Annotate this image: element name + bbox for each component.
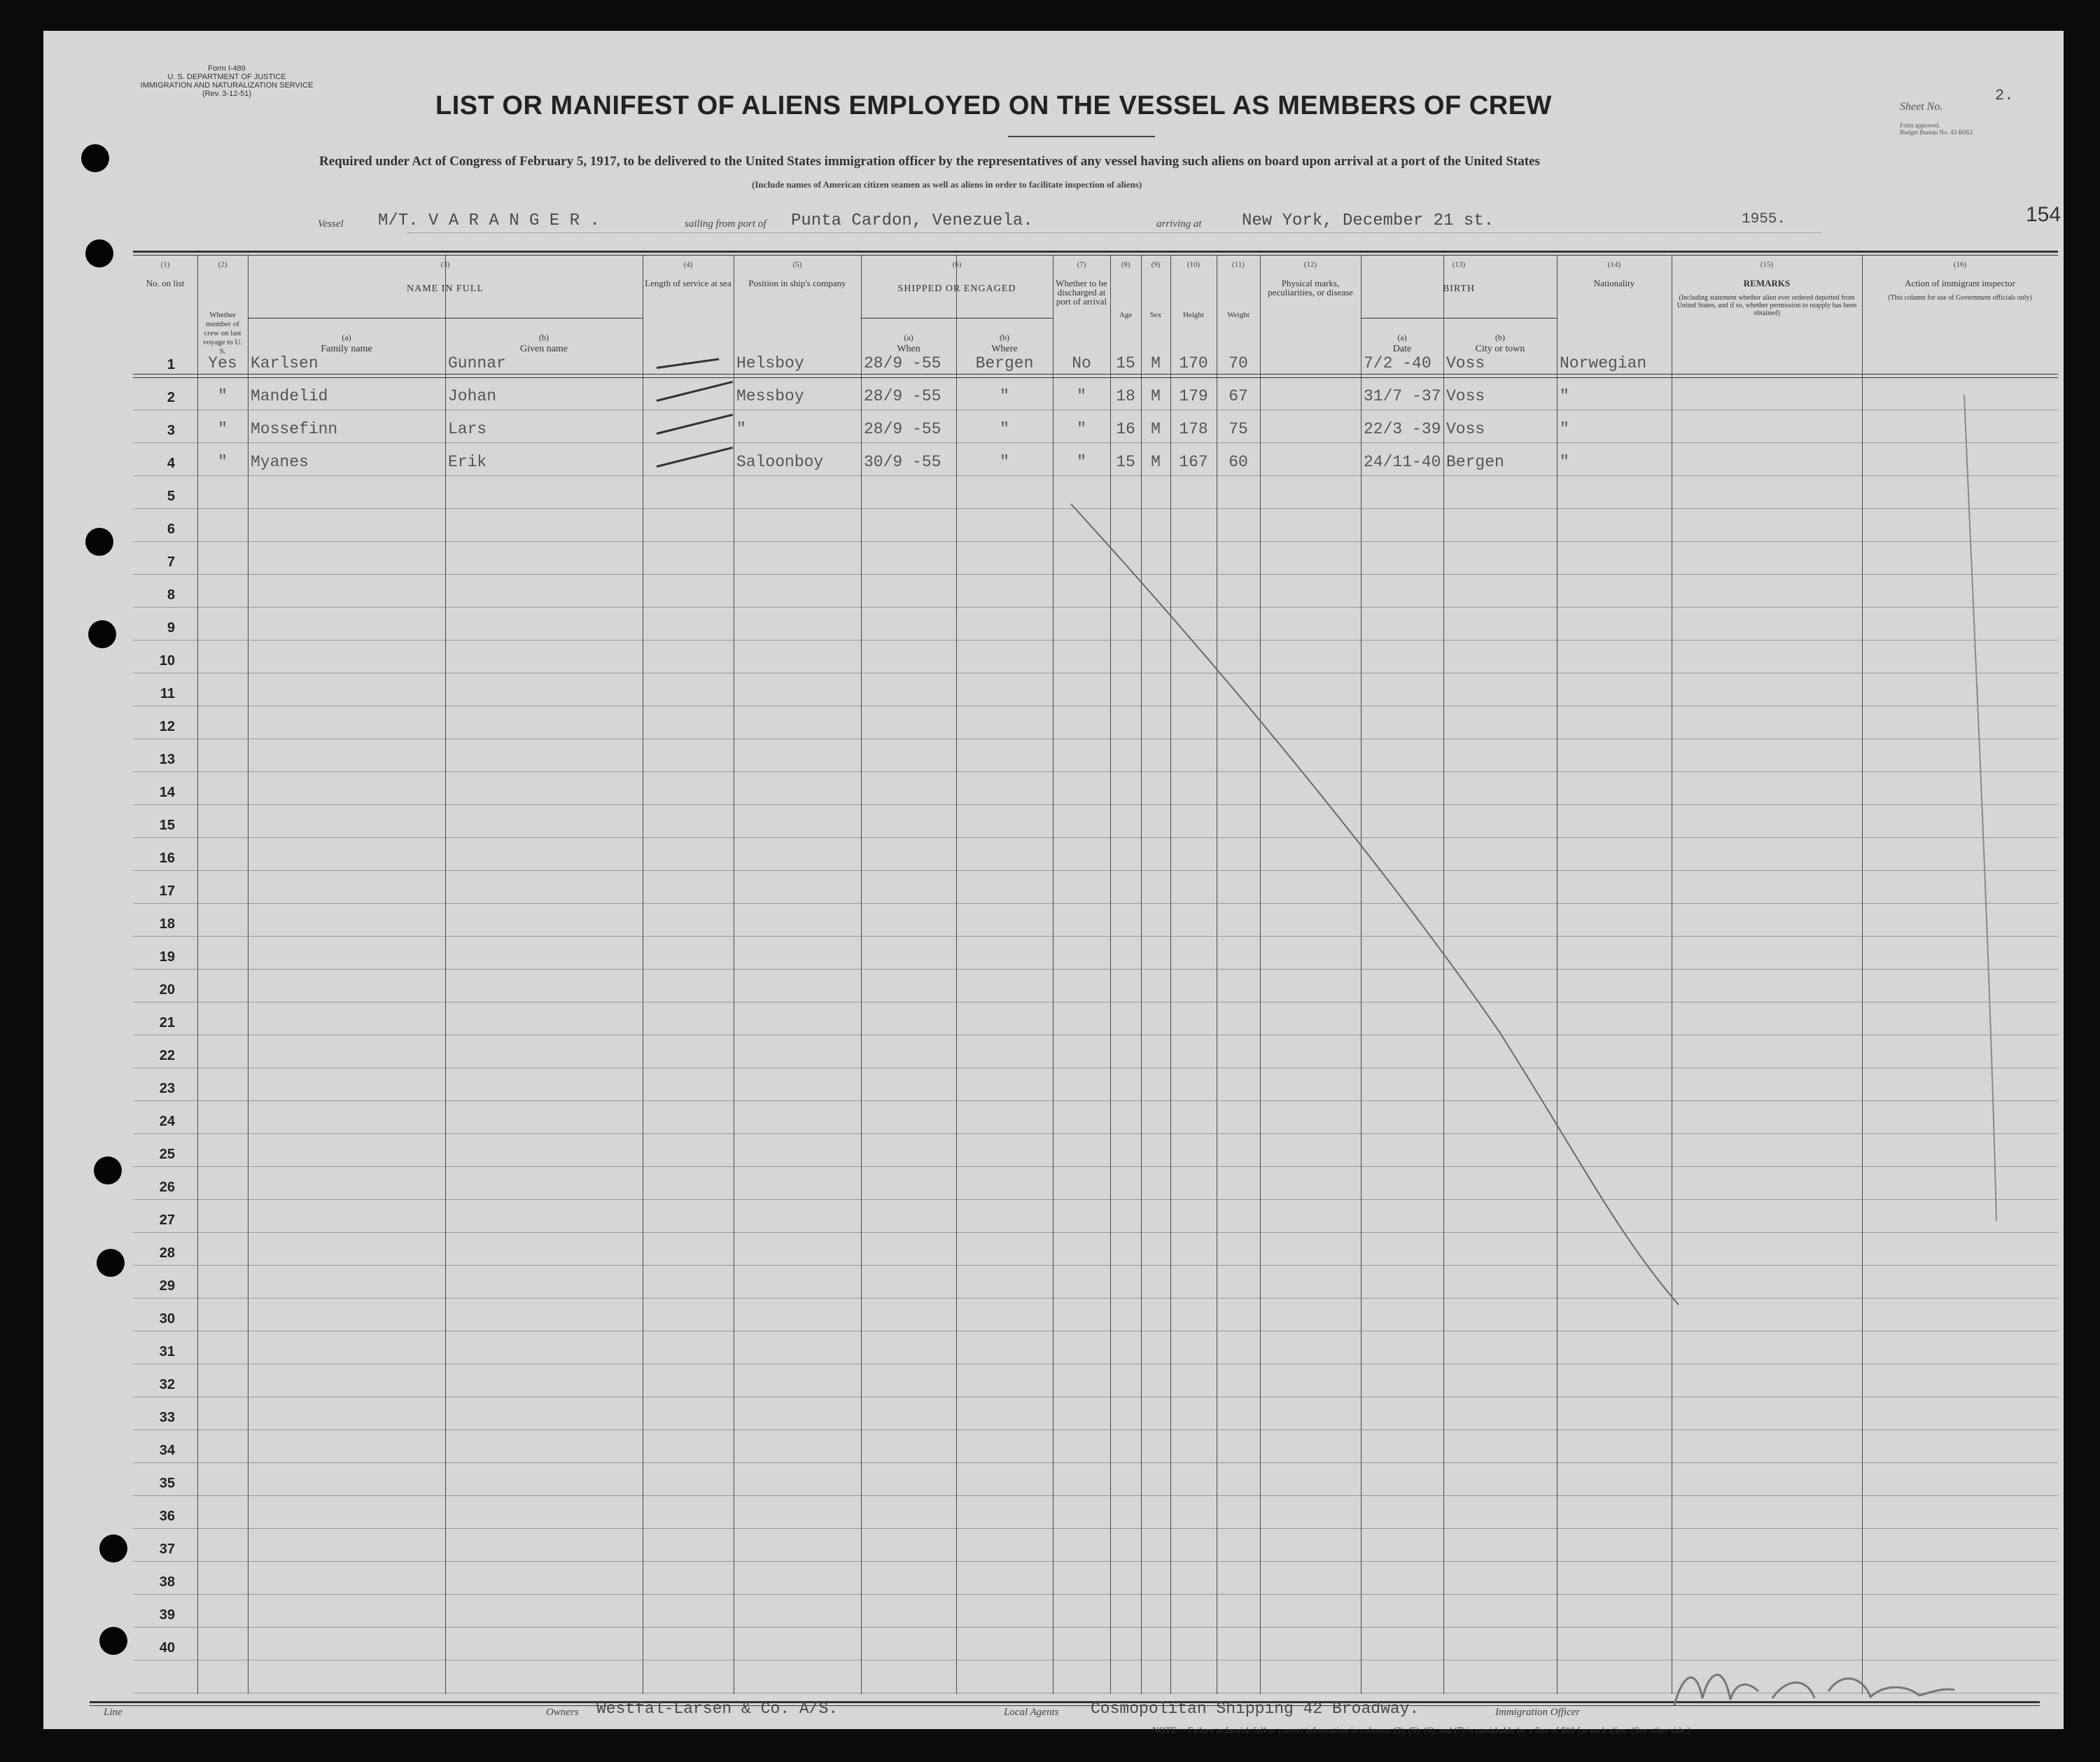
column-sub-number: (b) [1495, 333, 1505, 342]
page-number: 154 [2026, 203, 2062, 226]
cell-family-name: Mandelid [251, 387, 328, 405]
cell-nationality: Norwegian [1560, 354, 1647, 372]
cell-age: 15 [1116, 453, 1135, 471]
row-number: 4 [167, 456, 175, 471]
row-number: 6 [167, 522, 175, 537]
row-number: 34 [159, 1443, 175, 1458]
cell-height: 170 [1179, 354, 1208, 372]
cell-weight: 67 [1228, 387, 1248, 405]
row-number: 22 [159, 1048, 175, 1063]
row-number: 11 [160, 686, 175, 701]
cell-given-name: Erik [448, 453, 487, 471]
service: IMMIGRATION AND NATURALIZATION SERVICE [140, 81, 314, 90]
revision: (Rev. 3-12-51) [202, 90, 252, 98]
column-label: Height [1183, 311, 1204, 319]
column-label: Weight [1227, 311, 1250, 319]
column-label: Whether member of crew on last voyage to U. S. [202, 311, 243, 356]
cell-position: Helsboy [736, 354, 804, 372]
cell-age: 18 [1116, 387, 1135, 405]
row-number: 19 [159, 949, 175, 965]
column-label: Nationality [1593, 278, 1635, 288]
cell-last-voyage: " [218, 420, 227, 438]
column-sub-number: (b) [539, 333, 549, 342]
row-number: 24 [159, 1114, 175, 1129]
agents-label: Local Agents [1004, 1707, 1059, 1718]
cell-birth-date: 7/2 -40 [1364, 354, 1432, 372]
cell-birth-city: Voss [1446, 420, 1485, 438]
cell-sex: M [1151, 354, 1161, 372]
subtitle-note: (Include names of American citizen seamen as well as aliens in order to facilitate inspection of aliens) [752, 179, 1142, 190]
column-number: (5) [792, 260, 802, 269]
cell-discharged: " [1077, 453, 1086, 471]
cell-position: " [736, 420, 746, 438]
department: U. S. DEPARTMENT OF JUSTICE [167, 73, 286, 81]
column-sub-label: Where [991, 344, 1018, 354]
cell-weight: 75 [1228, 420, 1248, 438]
column-label: Age [1119, 311, 1133, 319]
column-group-label: BIRTH [1442, 284, 1476, 294]
cell-weight: 60 [1228, 453, 1248, 471]
footer-note: NOTE.—Failure to furnish full or correct information in columns (3), (5), (6), and (7) is punishable by a fine of $10 for each alien. (See other side.) [1152, 1725, 1690, 1735]
row-number: 8 [167, 587, 175, 603]
cell-last-voyage: Yes [208, 354, 237, 372]
subtitle: Required under Act of Congress of February 5, 1917, to be delivered to the United States immigration officer by the representatives of any vessel having such aliens on board upon arrival at a port of the United States [319, 154, 1540, 169]
arriving-port: New York, December 21 st. [1242, 211, 1494, 230]
column-number: (11) [1232, 260, 1245, 269]
column-sub-number: (a) [342, 333, 351, 342]
column-sub-number: (b) [1000, 333, 1009, 342]
page-title: LIST OR MANIFEST OF ALIENS EMPLOYED ON THE VESSEL AS MEMBERS OF CREW [435, 91, 1552, 120]
cell-family-name: Mossefinn [251, 420, 338, 438]
column-label: Length of service at sea [645, 278, 732, 288]
cell-nationality: " [1560, 453, 1569, 471]
column-number: (4) [683, 260, 693, 269]
arriving-label: arriving at [1156, 218, 1202, 230]
cell-position: Saloonboy [736, 453, 824, 471]
column-number: (3) [440, 260, 450, 269]
row-number: 37 [159, 1541, 175, 1557]
cell-birth-city: Voss [1446, 354, 1485, 372]
approval-line: Budget Bureau No. 43-R063. [1900, 129, 1974, 136]
cell-service: - [680, 354, 690, 372]
cell-when: 28/9 -55 [864, 387, 941, 405]
year: 1955. [1742, 211, 1786, 228]
sheet-number: 2. [1995, 87, 2014, 104]
row-number: 5 [167, 489, 175, 504]
cell-family-name: Myanes [251, 453, 309, 471]
sailing-label: sailing from port of [685, 218, 766, 230]
row-number: 31 [159, 1344, 175, 1359]
owners-value: Westfal-Larsen & Co. A/S. [596, 1700, 839, 1718]
row-number: 27 [159, 1212, 175, 1228]
column-sub-label: Date [1392, 344, 1412, 354]
row-number: 35 [159, 1476, 175, 1491]
manifest-sheet [43, 31, 2064, 1735]
column-label: REMARKS [1743, 278, 1791, 288]
sailing-port: Punta Cardon, Venezuela. [791, 211, 1033, 230]
column-group-label: SHIPPED OR ENGAGED [897, 284, 1016, 294]
column-sub-label: Given name [519, 344, 568, 354]
column-number: (15) [1760, 260, 1774, 269]
cancel-line [43, 31, 2064, 1729]
cell-height: 179 [1179, 387, 1208, 405]
row-number: 23 [159, 1081, 175, 1096]
row-number: 28 [159, 1245, 175, 1261]
row-number: 1 [167, 357, 175, 372]
cell-birth-city: Bergen [1446, 453, 1504, 471]
column-number: (8) [1121, 260, 1130, 269]
cell-when: 28/9 -55 [864, 354, 941, 372]
cell-where: Bergen [975, 354, 1034, 372]
column-sub-label: Family name [321, 344, 372, 354]
row-number: 36 [159, 1509, 175, 1524]
cell-last-voyage: " [218, 453, 227, 471]
row-number: 9 [167, 620, 175, 636]
cell-sex: M [1151, 453, 1161, 471]
column-number: (7) [1077, 260, 1086, 269]
column-sub-number: (a) [1397, 333, 1407, 342]
column-label: Action of immigrant inspector [1905, 278, 2015, 288]
owners-label: Owners [546, 1707, 579, 1718]
cell-last-voyage: " [218, 387, 227, 405]
cell-position: Messboy [736, 387, 804, 405]
cell-nationality: " [1560, 420, 1569, 438]
agents-value: Cosmopolitan Shipping 42 Broadway. [1091, 1700, 1420, 1718]
row-number: 2 [167, 390, 175, 405]
row-number: 33 [159, 1410, 175, 1425]
cell-family-name: Karlsen [251, 354, 318, 372]
cell-given-name: Gunnar [448, 354, 506, 372]
column-number: (1) [160, 260, 170, 269]
row-number: 40 [159, 1640, 175, 1656]
cell-age: 16 [1116, 420, 1135, 438]
column-number: (9) [1151, 260, 1161, 269]
row-number: 14 [159, 785, 175, 800]
vessel-label: Vessel [318, 218, 344, 230]
cell-discharged: No [1072, 354, 1091, 372]
column-number: (14) [1607, 260, 1621, 269]
row-number: 15 [159, 818, 175, 833]
row-number: 12 [159, 719, 175, 734]
column-label: No. on list [146, 278, 185, 288]
cell-given-name: Lars [448, 420, 487, 438]
vessel-name: M/T. V A R A N G E R . [378, 211, 600, 230]
approval-line: Form approved. [1900, 122, 1940, 129]
row-number: 20 [159, 982, 175, 998]
cell-sex: M [1151, 420, 1161, 438]
officer-signature [1667, 1649, 1961, 1719]
column-sub-label: (This column for use of Government officials only) [1888, 294, 2032, 302]
cell-given-name: Johan [448, 387, 497, 405]
column-sub-label: (Including statement whether alien ever ordered deported from United States, and if so, whether permission to reapply has been obtained) [1676, 294, 1857, 317]
row-number: 30 [159, 1311, 175, 1327]
row-number: 25 [159, 1147, 175, 1162]
row-number: 16 [159, 851, 175, 866]
row-number: 29 [159, 1278, 175, 1294]
row-number: 18 [159, 916, 175, 932]
row-number: 21 [159, 1015, 175, 1030]
cell-discharged: " [1077, 387, 1086, 405]
column-number: (6) [952, 260, 962, 269]
row-number: 32 [159, 1377, 175, 1392]
cell-height: 178 [1179, 420, 1208, 438]
row-number: 39 [159, 1607, 175, 1623]
row-number: 13 [159, 752, 175, 767]
column-sub-label: When [897, 344, 920, 354]
row-number: 17 [159, 883, 175, 899]
column-sub-number: (a) [904, 333, 913, 342]
row-number: 10 [159, 653, 175, 669]
cell-age: 15 [1116, 354, 1135, 372]
cell-height: 167 [1179, 453, 1208, 471]
form-number: Form I-489 [208, 64, 246, 73]
line-label: Line [104, 1707, 122, 1718]
cell-birth-date: 31/7 -37 [1364, 387, 1441, 405]
column-label: Sex [1149, 311, 1162, 319]
column-number: (13) [1452, 260, 1466, 269]
cell-birth-city: Voss [1446, 387, 1485, 405]
row-number: 38 [159, 1574, 175, 1590]
cell-birth-date: 24/11-40 [1364, 453, 1441, 471]
column-label: Position in ship's company [748, 278, 846, 288]
cell-birth-date: 22/3 -39 [1364, 420, 1441, 438]
cell-where: " [1000, 387, 1009, 405]
officer-label: Immigration Officer [1495, 1707, 1581, 1718]
cell-when: 28/9 -55 [864, 420, 941, 438]
column-number: (10) [1186, 260, 1200, 269]
cell-nationality: " [1560, 387, 1569, 405]
cell-weight: 70 [1228, 354, 1248, 372]
column-number: (12) [1303, 260, 1317, 269]
cell-sex: M [1151, 387, 1161, 405]
cell-discharged: " [1077, 420, 1086, 438]
row-number: 26 [159, 1180, 175, 1195]
column-label: Whether to be discharged at port of arrival [1056, 278, 1107, 307]
row-number: 3 [167, 423, 175, 438]
sheet-label: Sheet No. [1900, 101, 1943, 113]
row-number: 7 [167, 554, 175, 570]
column-number: (16) [1953, 260, 1967, 269]
cell-when: 30/9 -55 [864, 453, 941, 471]
cell-where: " [1000, 420, 1009, 438]
column-sub-label: City or town [1475, 344, 1525, 354]
column-number: (2) [218, 260, 227, 269]
cell-where: " [1000, 453, 1009, 471]
column-label: Physical marks, peculiarities, or disease [1268, 278, 1353, 298]
column-group-label: NAME IN FULL [407, 284, 484, 294]
